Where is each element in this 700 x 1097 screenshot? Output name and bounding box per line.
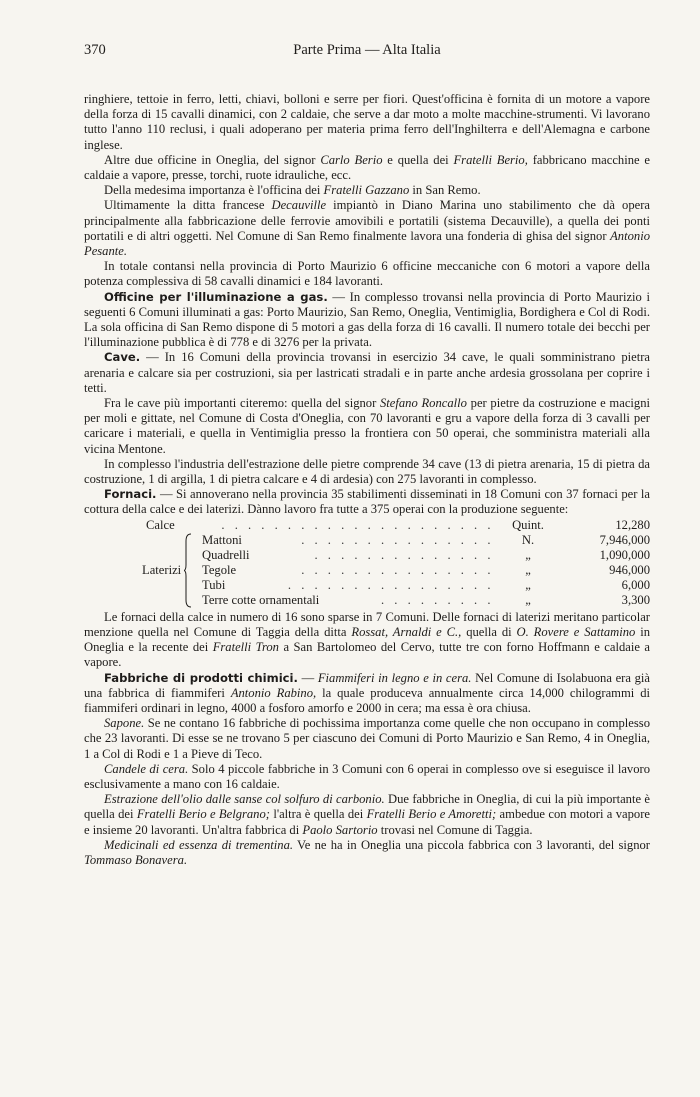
paragraph-officina-continued: ringhiere, tettoie in ferro, letti, chiavi, bolloni e serre per fiori. Quest'officina è fornita di un motore a vapore della forza di 15 cavalli dinamici, con 2 caldaie, che serve a dar moto a molte macchine-strumenti. Vi lavorano tutto l'anno 110 reclusi, i quali adoperano per materia prima ferro dell'Inghilterra e dell'Alemagna e carbone inglese. (84, 92, 650, 152)
table-row: Terre cotte ornamentali . . . . . . . . . „ 3,300 (202, 592, 650, 607)
paragraph-gazzano: Della medesima importanza è l'officina dei Fratelli Gazzano in San Remo. (104, 183, 481, 198)
paragraph-prodotti-chimici: Fabbriche di prodotti chimici. — Fiammiferi in legno e in cera. Nel Comune di Isolabuona era già una fabbrica di fiammiferi Antonio Rabino, la quale produceva annualmente circa 14,000 chilogrammi di fiammiferi ordinari in legno, 4000 a fosforo amorfo e 2000 in cera; ma essa è ora chiusa. (84, 670, 650, 715)
brace-glyph (184, 533, 192, 608)
page-number: 370 (84, 42, 106, 58)
section-heading-cave: Cave. (104, 350, 141, 365)
paragraph-sapone: Sapone. Se ne contano 16 fabbriche di pochissima importanza come quelle che non occupano in complesso che 23 lavoranti. Di esse se ne trovano 5 per ciascuno dei Comuni di Porto Maurizio e San Remo, 4 in Oneglia, 1 a Col di Rodi e 1 a Pieve di Teco. (84, 716, 650, 761)
paragraph-decauville: Ultimamente la ditta francese Decauville impiantò in Diano Marina uno stabilimento che dà opera principalmente alla fabbricazione delle ferrovie amovibili e portatili (sistema Decauville), a quella dei ponti portatili e di altri oggetti. Nel Comune di San Remo finalmente lavora una fonderia di ghisa del signor Antonio Pesante. (84, 198, 650, 259)
table-row: Quadrelli . . . . . . . . . . . . . . „ 1,090,000 (202, 547, 650, 562)
paragraph-cave: Cave. — In 16 Comuni della provincia trovansi in esercizio 34 cave, le quali somministrano pietra arenaria e calcare sia per costruzioni, sia per lastricati stradali e in parte anche ardesia grossolana per coprire i tetti. (84, 350, 650, 395)
table-row: Tegole . . . . . . . . . . . . . . . „ 946,000 (202, 562, 650, 577)
section-heading-fornaci: Fornaci. (104, 487, 157, 502)
running-title: Parte Prima — Alta Italia (293, 42, 441, 58)
paragraph-cave-complesso: In complesso l'industria dell'estrazione delle pietre comprende 34 cave (13 di pietra arenaria, 15 di pietra da costruzione, 1 di argilla, 1 di pietra calcare e 4 di ardesia) con 275 lavoranti in complesso. (84, 456, 650, 487)
table-row: Mattoni . . . . . . . . . . . . . . . N. 7,946,000 (202, 532, 650, 547)
page-header (84, 42, 650, 64)
table-row: Calce . . . . . . . . . . . . . . . . . . . . . Quint. 12,280 (146, 517, 650, 532)
paragraph-medicinali: Medicinali ed essenza di trementina. Ve ne ha in Oneglia una piccola fabbrica con 3 lavoranti, del signor Tommaso Bonavera. (84, 837, 650, 867)
paragraph-candele: Candele di cera. Solo 4 piccole fabbriche in 3 Comuni con 6 operai in complesso ove si eseguisce il lavoro esclusivamente a mano con 16 caldaie. (84, 761, 650, 791)
paragraph-fornaci-calce: Le fornaci della calce in numero di 16 sono sparse in 7 Comuni. Delle fornaci di laterizi meritano particolar menzione quella nel Comune di Taggia della ditta Rossat, Arnaldi e C., quella di O. Rovere e Sattamino in Oneglia e la recente dei Fratelli Tron a San Bartolomeo del Cervo, tutte tre con forno Hoffmann e caldaie a vapore. (84, 609, 650, 670)
laterizi-group-label: Laterizi (142, 562, 182, 577)
paragraph-illuminazione-gas: Officine per l'illuminazione a gas. — In complesso trovansi nella provincia di Porto Maurizio i seguenti 6 Comuni illuminati a gas: Porto Maurizio, San Remo, Oneglia, Ventimiglia, Bordighera e Col di Rodi. La sola officina di San Remo dispone di 5 motori a gas della forza di 16 cavalli. Il numero totale dei becchi per l'illuminazione pubblica è di 778 e di 3276 per la privata. (84, 289, 650, 350)
section-heading-chimici: Fabbriche di prodotti chimici. (104, 670, 298, 685)
paragraph-totale-officine: In totale contansi nella provincia di Porto Maurizio 6 officine meccaniche con 6 motori a vapore della potenza complessiva di 58 cavalli dinamici e 184 lavoranti. (84, 259, 650, 289)
production-table (84, 518, 650, 610)
paragraph-oneglia-officine: Altre due officine in Oneglia, del signor Carlo Berio e quella dei Fratelli Berio, fabbricano macchine e caldaie a vapore, presse, torchi, ruote idrauliche, ecc. (84, 152, 650, 183)
page-body (84, 92, 650, 868)
paragraph-fornaci: Fornaci. — Si annoverano nella provincia 35 stabilimenti disseminati in 18 Comuni con 37 fornaci per la cottura della calce e dei laterizi. Dànno lavoro fra tutte a 375 operai con la produzione seguente: (84, 487, 650, 517)
table-row: Tubi . . . . . . . . . . . . . . . . „ 6,000 (202, 577, 650, 592)
section-heading-gas: Officine per l'illuminazione a gas. (104, 289, 328, 304)
paragraph-estrazione-olio: Estrazione dell'olio dalle sanse col solfuro di carbonio. Due fabbriche in Oneglia, di cui la più importante è quella dei Fratelli Berio e Belgrano; l'altra è quella dei Fratelli Berio e Amoretti; ambedue con motori a vapore e insieme 20 lavoranti. Un'altra fabbrica di Paolo Sartorio trovasi nel Comune di Taggia. (84, 792, 650, 837)
paragraph-cave-importanti: Fra le cave più importanti citeremo: quella del signor Stefano Roncallo per pietre da costruzione e macigni per moli e gittate, nel Comune di Costa d'Oneglia, con 70 lavoranti e gru a vapore della forza di 3 cavalli per caricare i materiali, e quella in Ventimiglia presso la frontiera con 50 operai, che somministra materiali alla vicina Mentone. (84, 396, 650, 456)
